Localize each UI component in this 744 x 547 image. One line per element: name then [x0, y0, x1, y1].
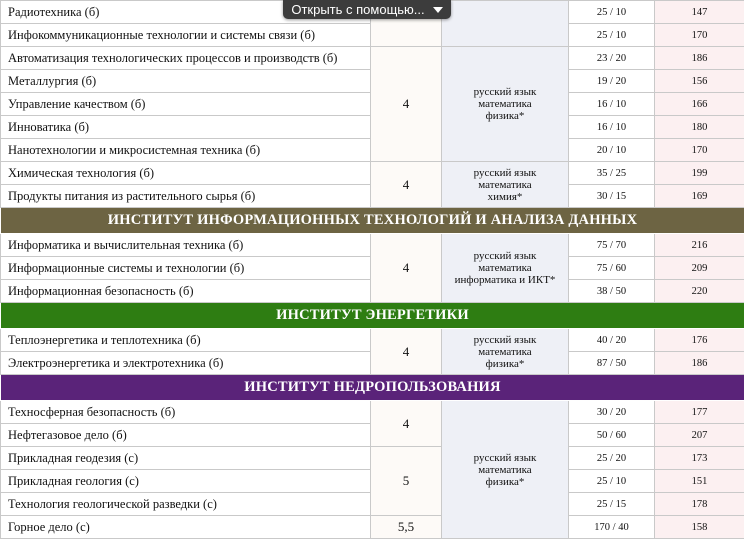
program-row	[1, 47, 744, 70]
passing-score-cell: 186	[655, 47, 744, 70]
program-name: Автоматизация технологических процессов и производств (б)	[1, 47, 371, 70]
program-name: Металлургия (б)	[1, 70, 371, 93]
places-cell: 16 / 10	[569, 116, 655, 139]
program-row	[1, 162, 744, 185]
passing-score-cell: 207	[655, 424, 744, 447]
program-name: Информационные системы и технологии (б)	[1, 257, 371, 280]
passing-score-cell: 169	[655, 185, 744, 208]
passing-score-cell: 216	[655, 234, 744, 257]
exam-subject: физика*	[485, 357, 525, 370]
passing-score-cell: 151	[655, 470, 744, 493]
passing-score-cell: 220	[655, 280, 744, 303]
places-cell: 50 / 60	[569, 424, 655, 447]
program-name: Технология геологической разведки (с)	[1, 493, 371, 516]
exam-subject: математика	[478, 178, 532, 191]
open-with-button[interactable]	[283, 0, 451, 19]
institute-title: ИНСТИТУТ НЕДРОПОЛЬЗОВАНИЯ	[1, 375, 744, 401]
program-row	[1, 329, 744, 352]
passing-score-cell: 158	[655, 516, 744, 539]
program-name: Теплоэнергетика и теплотехника (б)	[1, 329, 371, 352]
institute-header-row	[1, 208, 744, 234]
places-cell: 35 / 25	[569, 162, 655, 185]
passing-score-cell: 178	[655, 493, 744, 516]
exam-subject: физика*	[485, 110, 525, 122]
passing-score-cell: 177	[655, 401, 744, 424]
program-name: Инфокоммуникационные технологии и системы связи (б)	[1, 24, 371, 47]
years-cell: 4	[371, 162, 442, 208]
program-row	[1, 234, 744, 257]
exam-subject: химия*	[487, 190, 523, 203]
program-name: Нанотехнологии и микросистемная техника (б)	[1, 139, 371, 162]
institute-header-row	[1, 303, 744, 329]
years-cell: 4	[371, 401, 442, 447]
passing-score-cell: 147	[655, 1, 744, 24]
places-cell: 16 / 10	[569, 93, 655, 116]
exams-cell	[442, 329, 569, 375]
years-cell: 5,5	[371, 516, 442, 539]
program-row	[1, 401, 744, 424]
places-cell: 75 / 70	[569, 234, 655, 257]
exam-subject: математика	[478, 345, 532, 358]
program-name: Радиотехника (б)	[1, 1, 371, 24]
passing-score-cell: 173	[655, 447, 744, 470]
program-name: Прикладная геодезия (с)	[1, 447, 371, 470]
exam-subject: математика	[478, 98, 532, 110]
exams-cell	[442, 1, 569, 47]
places-cell: 170 / 40	[569, 516, 655, 539]
places-cell: 25 / 10	[569, 470, 655, 493]
places-cell: 38 / 50	[569, 280, 655, 303]
exam-subject: информатика и ИКТ*	[454, 274, 556, 286]
passing-score-cell: 199	[655, 162, 744, 185]
program-row	[1, 447, 744, 470]
institute-header-row	[1, 375, 744, 401]
chevron-down-icon	[433, 7, 443, 13]
passing-score-cell: 180	[655, 116, 744, 139]
exam-subject: математика	[478, 463, 532, 476]
places-cell: 25 / 10	[569, 1, 655, 24]
years-cell: 4	[371, 234, 442, 303]
places-cell: 87 / 50	[569, 352, 655, 375]
exam-subject: русский язык	[473, 166, 537, 179]
years-cell: 4	[371, 329, 442, 375]
exams-cell	[442, 401, 569, 539]
program-name: Электроэнергетика и электротехника (б)	[1, 352, 371, 375]
program-name: Продукты питания из растительного сырья (б)	[1, 185, 371, 208]
places-cell: 25 / 10	[569, 24, 655, 47]
passing-score-cell: 186	[655, 352, 744, 375]
places-cell: 30 / 15	[569, 185, 655, 208]
passing-score-cell: 170	[655, 24, 744, 47]
exam-subject: физика*	[485, 475, 525, 488]
institute-title: ИНСТИТУТ ЭНЕРГЕТИКИ	[1, 303, 744, 329]
places-cell: 23 / 20	[569, 47, 655, 70]
institute-title: ИНСТИТУТ ИНФОРМАЦИОННЫХ ТЕХНОЛОГИЙ И АНАЛИЗА ДАННЫХ	[1, 208, 744, 234]
years-cell: 4	[371, 47, 442, 162]
places-cell: 30 / 20	[569, 401, 655, 424]
passing-score-cell: 166	[655, 93, 744, 116]
program-name: Информатика и вычислительная техника (б)	[1, 234, 371, 257]
program-name: Инноватика (б)	[1, 116, 371, 139]
years-cell: 5	[371, 447, 442, 516]
program-name: Информационная безопасность (б)	[1, 280, 371, 303]
places-cell: 20 / 10	[569, 139, 655, 162]
exams-cell	[442, 162, 569, 208]
passing-score-cell: 209	[655, 257, 744, 280]
passing-score-cell: 176	[655, 329, 744, 352]
exam-subject: математика	[478, 262, 532, 274]
places-cell: 25 / 15	[569, 493, 655, 516]
open-with-label: Открыть с помощью...	[291, 2, 425, 17]
places-cell: 19 / 20	[569, 70, 655, 93]
exam-subject: русский язык	[473, 250, 537, 262]
places-cell: 75 / 60	[569, 257, 655, 280]
passing-score-cell: 156	[655, 70, 744, 93]
places-cell: 40 / 20	[569, 329, 655, 352]
program-name: Горное дело (с)	[1, 516, 371, 539]
places-cell: 25 / 20	[569, 447, 655, 470]
program-name: Нефтегазовое дело (б)	[1, 424, 371, 447]
passing-score-cell: 170	[655, 139, 744, 162]
program-row	[1, 516, 744, 539]
exam-subject: русский язык	[473, 451, 537, 464]
exams-cell	[442, 47, 569, 162]
exam-subject: русский язык	[473, 86, 537, 98]
program-name: Химическая технология (б)	[1, 162, 371, 185]
exams-cell	[442, 234, 569, 303]
program-name: Прикладная геология (с)	[1, 470, 371, 493]
exam-subject: русский язык	[473, 333, 537, 346]
program-name: Техносферная безопасность (б)	[1, 401, 371, 424]
program-name: Управление качеством (б)	[1, 93, 371, 116]
